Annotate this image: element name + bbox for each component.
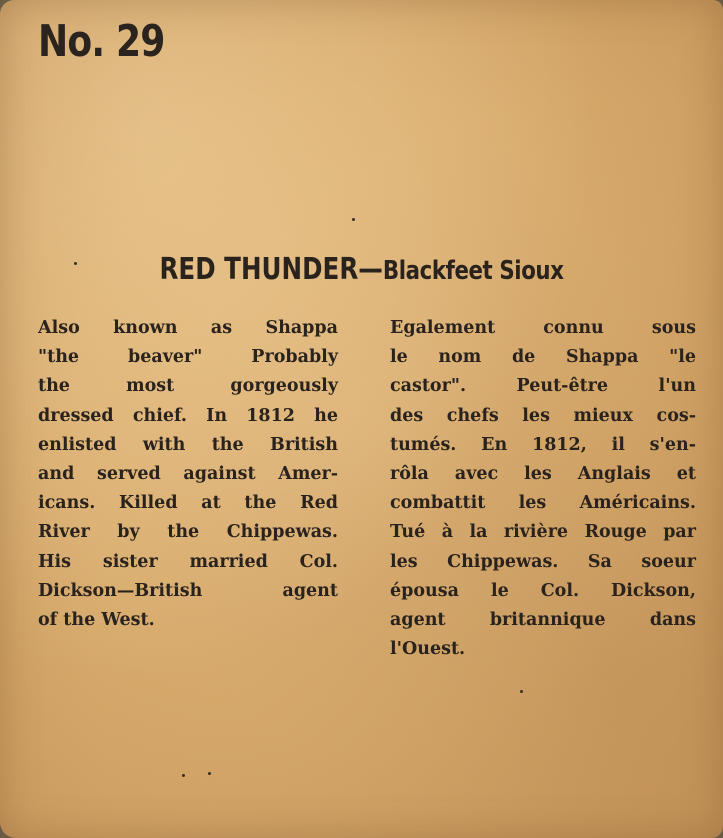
title-name: RED THUNDER [159,252,359,287]
french-line: Tué à la rivière Rouge par [390,522,696,543]
english-line: River by the Chippewas. [38,522,338,543]
french-line: agent britannique dans [390,609,696,630]
title-tribe: Blackfeet Sioux [382,256,564,286]
paper-speck [182,774,185,777]
card-title [65,252,658,287]
french-text-column [390,314,696,664]
english-line: of the West. [38,609,155,630]
paper-speck [74,262,77,265]
french-line: tumés. En 1812, il s'en- [390,434,696,455]
french-line: les Chippewas. Sa soeur [390,551,696,572]
english-line: the most gorgeously [38,376,338,397]
english-line: Also known as Shappa [38,318,338,338]
title-dash: — [358,252,383,287]
paper-speck [208,772,211,775]
french-line: rôla avec les Anglais et [390,463,696,484]
english-line: enlisted with the British [38,434,338,455]
french-line: l'Ouest. [390,639,466,660]
english-line: His sister married Col. [38,551,338,572]
paper-speck [352,218,355,221]
french-line: castor". Peut-être l'un [390,376,696,397]
french-line: Egalement connu sous [390,318,696,338]
french-line: combattit les Américains. [390,493,696,514]
french-line: épousa le Col. Dickson, [390,580,696,601]
english-line: and served against Amer- [38,463,338,484]
paper-speck [520,690,523,693]
french-line: le nom de Shappa "le [390,347,696,368]
card-number: No. 29 [38,16,165,67]
english-line: dressed chief. In 1812 he [38,405,338,426]
english-line: Dickson—British agent [38,580,338,601]
english-text-column [38,314,338,635]
english-line: icans. Killed at the Red [38,493,338,514]
english-line: "the beaver" Probably [38,347,338,368]
french-line: des chefs les mieux cos- [390,405,696,426]
